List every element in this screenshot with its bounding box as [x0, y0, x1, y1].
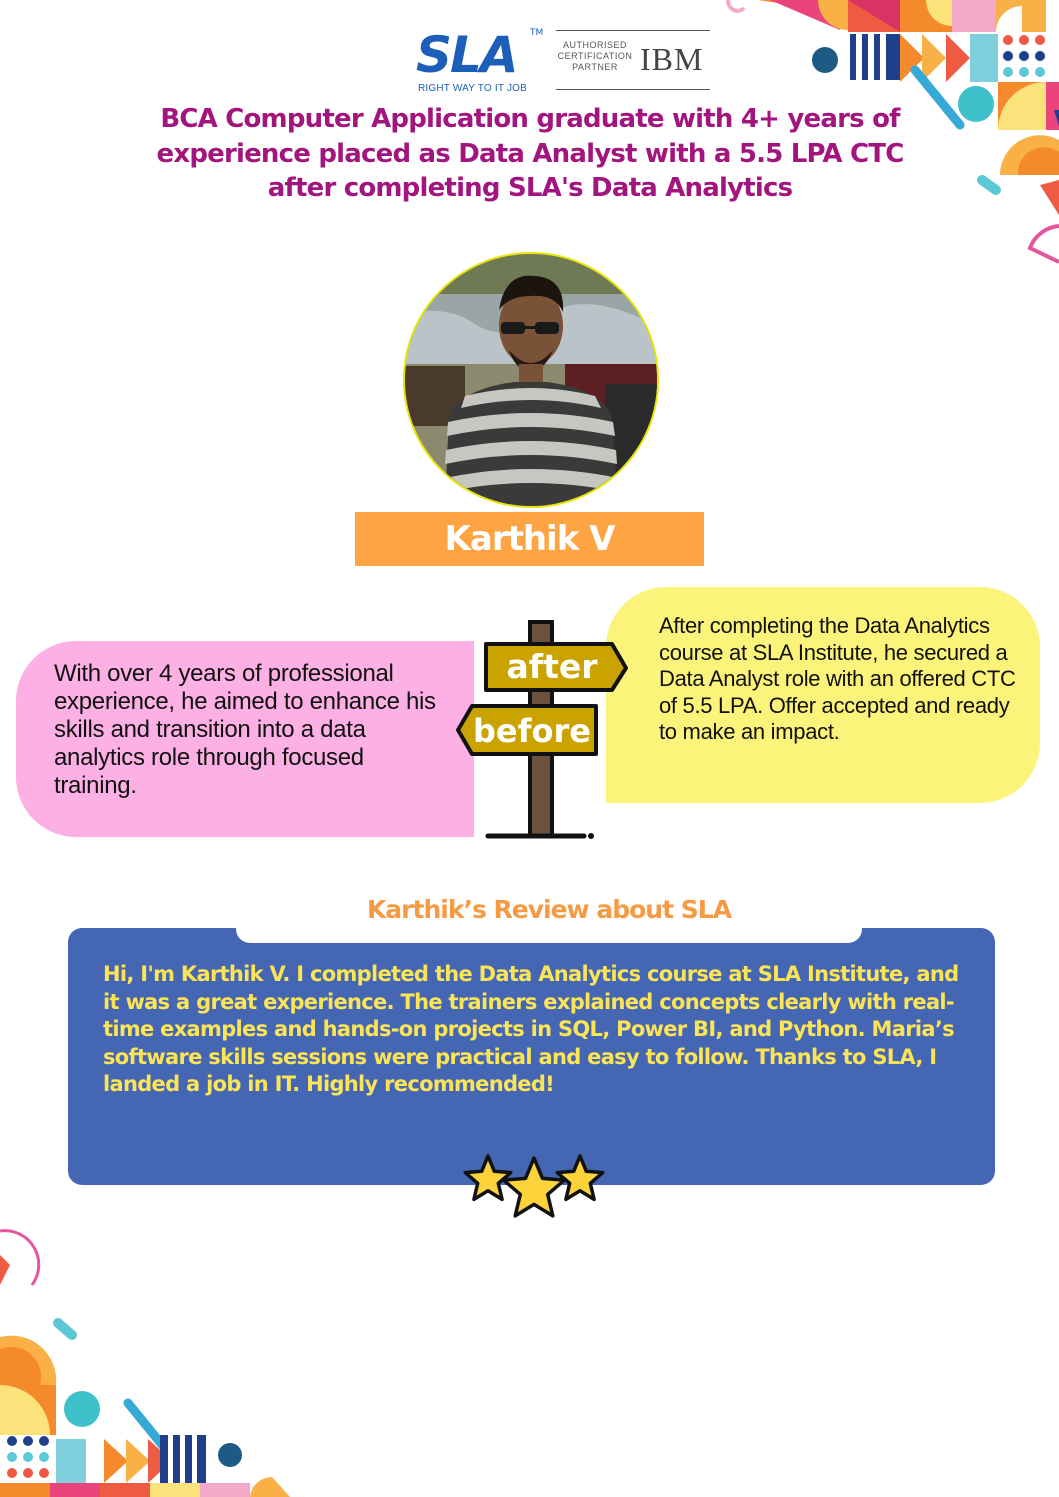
review-text: Hi, I'm Karthik V. I completed the Data Analytics course at SLA Institute, and it was a great experience. The trainers explained concepts clearly with real-time examples and hands-on projects in SQL, Power BI, and Python. Maria’s software skills sessions were practical and easy to follow. Thanks to SLA, I landed a job in IT. Highly recommended!	[103, 962, 959, 1097]
star-icon	[504, 1158, 565, 1216]
student-name-bar: Karthik V	[355, 512, 704, 566]
bottom-left-decoration	[0, 1225, 300, 1497]
partner-line-3: PARTNER	[572, 62, 618, 72]
before-text: With over 4 years of professional experience, he aimed to enhance his skills and transition into a data analytics role through focused training.	[54, 660, 436, 799]
review-title: Karthik’s Review about SLA	[366, 895, 732, 924]
signpost-icon	[452, 618, 632, 846]
partner-line-1: AUTHORISED	[562, 40, 627, 50]
sla-logo-text: SLA	[416, 26, 517, 84]
before-box	[16, 641, 474, 837]
after-box	[606, 587, 1040, 803]
star-icon	[557, 1156, 603, 1199]
sla-logo-tm: TM	[530, 28, 544, 38]
ibm-partner-logo	[556, 30, 710, 90]
rating-stars	[456, 1148, 612, 1224]
student-portrait-illustration	[405, 254, 657, 506]
page-headline: BCA Computer Application graduate with 4+ years of experience placed as Data Analyst with a 5.5 LPA CTC after completing SLA's Data Analytics	[156, 104, 904, 203]
after-sign-label: after	[506, 647, 598, 686]
sla-logo-tagline: RIGHT WAY TO IT JOB	[418, 83, 528, 94]
before-sign-label: before	[473, 712, 591, 750]
sla-logo	[416, 26, 544, 98]
ibm-brand-text: IBM	[640, 41, 704, 77]
star-icon	[465, 1156, 511, 1199]
partner-line-2: CERTIFICATION	[557, 51, 633, 61]
student-photo	[403, 252, 659, 508]
partner-caption	[556, 40, 634, 73]
after-text: After completing the Data Analytics course at SLA Institute, he secured a Data Analyst role with an offered CTC of 5.5 LPA. Offer accepted and ready to make an impact.	[659, 613, 1016, 744]
